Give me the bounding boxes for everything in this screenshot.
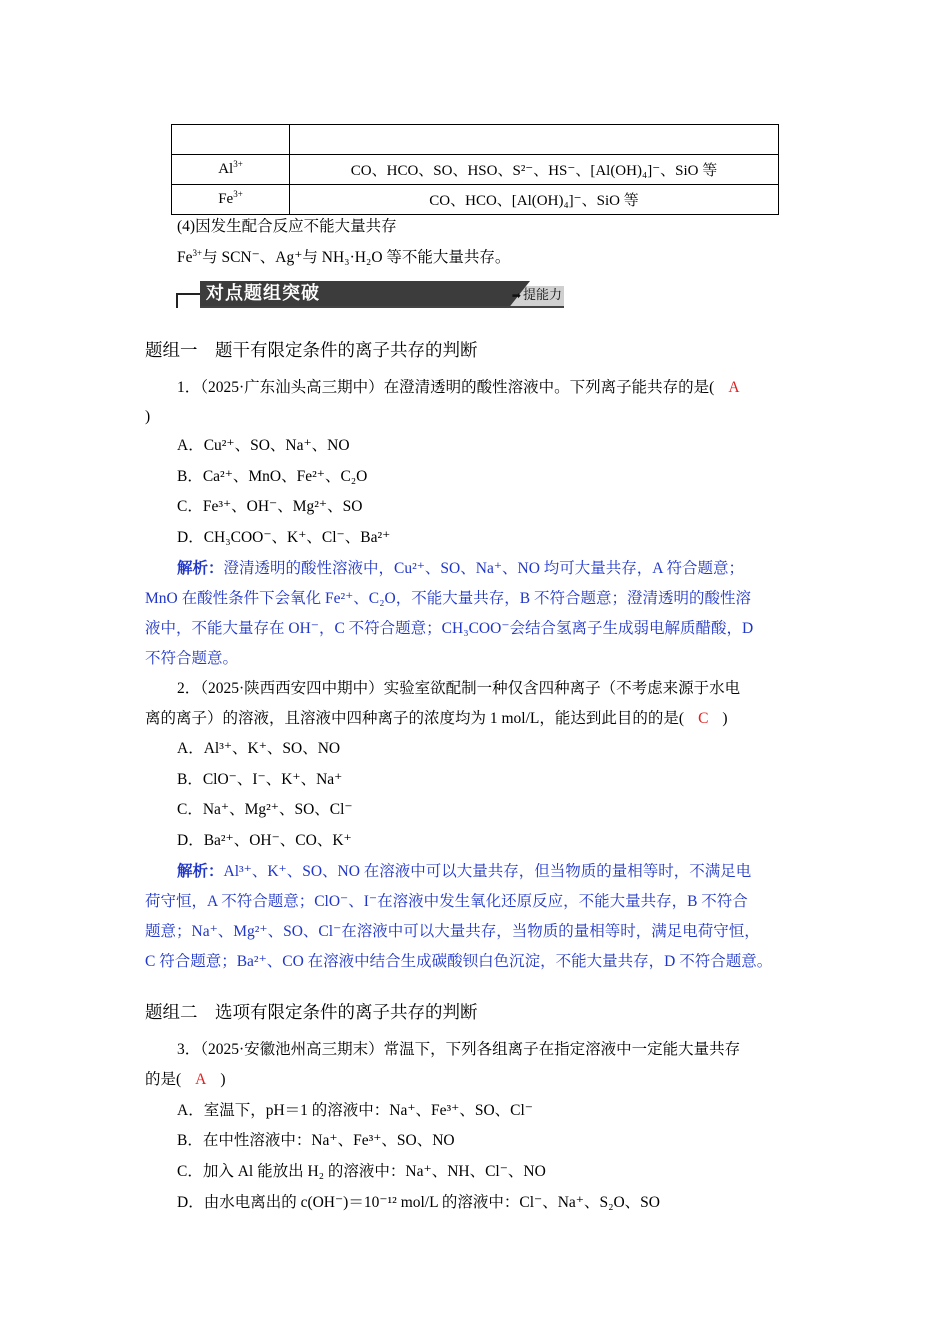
analysis-line: MnO 在酸性条件下会氧化 Fe²⁺、C₂O，不能大量共存，B 不符合题意；澄清透明的酸性溶	[145, 590, 751, 607]
table-cell-ion: $Al^{3+}$	[172, 155, 290, 185]
banner-line	[176, 293, 200, 295]
arrow-right-icon: ➡	[511, 289, 521, 302]
analysis-line: 不符合题意。	[145, 650, 239, 667]
option-d: D．CH₃COO⁻、K⁺、Cl⁻、Ba²⁺	[177, 529, 391, 546]
option-b: B．在中性溶液中：Na⁺、Fe³⁺、SO、NO	[177, 1132, 455, 1149]
option-a: A．Al³⁺、K⁺、SO、NO	[177, 740, 341, 757]
option-d: D．Ba²⁺、OH⁻、CO、K⁺	[177, 832, 352, 849]
group-title: 题组一 题干有限定条件的离子共存的判断	[145, 340, 478, 360]
table-cell	[290, 125, 779, 155]
question-stem: 1．（2025·广东汕头高三期中）在澄清透明的酸性溶液中。下列离子能共存的是( A	[177, 379, 740, 396]
table-cell-partners: CO、HCO、SO、HSO、S²⁻、HS⁻、[Al(OH)₄]⁻、SiO 等	[290, 155, 779, 185]
question-stem: 3．（2025·安徽池州高三期末）常温下，下列各组离子在指定溶液中一定能大量共存	[177, 1041, 741, 1058]
analysis-label: 解析：	[177, 863, 224, 880]
analysis-line: 解析：澄清透明的酸性溶液中，Cu²⁺、SO、Na⁺、NO 均可大量共存，A 符合题意；	[177, 560, 744, 577]
answer: C	[698, 710, 709, 727]
option-c: C．Na⁺、Mg²⁺、SO、Cl⁻	[177, 801, 353, 818]
option-c: C．Fe³⁺、OH⁻、Mg²⁺、SO	[177, 498, 363, 515]
table-cell-partners: CO、HCO、[Al(OH)₄]⁻、SiO 等	[290, 185, 779, 215]
table-header-row	[172, 125, 779, 155]
option-a: A．Cu²⁺、SO、Na⁺、NO	[177, 437, 350, 454]
table-row	[172, 185, 779, 215]
analysis-line: 液中，不能大量存在 OH⁻，C 不符合题意；CH₃COO⁻会结合氢离子生成弱电解质醋酸，D	[145, 620, 754, 637]
banner-title: 对点题组突破	[206, 283, 320, 304]
answer: A	[195, 1071, 207, 1088]
table-row	[172, 155, 779, 185]
section-heading: (4)因发生配合反应不能大量共存	[177, 218, 397, 235]
section-text: $Fe^{3+}$与 SCN⁻、Ag⁺与 NH₃·H₂O 等不能大量共存。	[177, 248, 511, 266]
question-stem: 的是( A )	[145, 1071, 226, 1088]
analysis-line: C 符合题意；Ba²⁺、CO 在溶液中结合生成碳酸钡白色沉淀，不能大量共存，D 不符合题意。	[145, 953, 773, 970]
table-cell-ion: $Fe^{3+}$	[172, 185, 290, 215]
option-a: A．室温下，pH＝1 的溶液中：Na⁺、Fe³⁺、SO、Cl⁻	[177, 1102, 533, 1119]
analysis-line: 解析：Al³⁺、K⁺、SO、NO 在溶液中可以大量共存，但当物质的量相等时，不满足电	[177, 863, 752, 880]
question-close: )	[145, 408, 151, 425]
ion-table	[171, 124, 779, 215]
question-stem: 离的离子）的溶液，且溶液中四种离子的浓度均为 1 mol/L，能达到此目的的是( C )	[145, 710, 728, 727]
option-b: B．Ca²⁺、MnO、Fe²⁺、C₂O	[177, 468, 368, 485]
table-cell	[172, 125, 290, 155]
banner-tick	[176, 293, 178, 308]
answer: A	[728, 379, 740, 396]
analysis-line: 荷守恒，A 不符合题意；ClO⁻、I⁻在溶液中发生氧化还原反应，不能大量共存，B 不符合	[145, 893, 748, 910]
analysis-label: 解析：	[177, 560, 224, 577]
group-title: 题组二 选项有限定条件的离子共存的判断	[145, 1002, 478, 1022]
option-c: C．加入 Al 能放出 H₂ 的溶液中：Na⁺、NH、Cl⁻、NO	[177, 1163, 546, 1180]
section-banner	[176, 280, 566, 310]
question-stem: 2．（2025·陕西西安四中期中）实验室欲配制一种仅含四种离子（不考虑来源于水电	[177, 680, 741, 697]
option-d: D．由水电离出的 c(OH⁻)＝10⁻¹² mol/L 的溶液中：Cl⁻、Na⁺、S₂O、SO	[177, 1194, 660, 1211]
option-b: B．ClO⁻、I⁻、K⁺、Na⁺	[177, 771, 343, 788]
banner-tag: ➡ 提能力	[512, 286, 562, 306]
banner-underline	[200, 306, 564, 308]
analysis-line: 题意；Na⁺、Mg²⁺、SO、Cl⁻在溶液中可以大量共存，当物质的量相等时，满足电荷守恒，	[145, 923, 760, 940]
